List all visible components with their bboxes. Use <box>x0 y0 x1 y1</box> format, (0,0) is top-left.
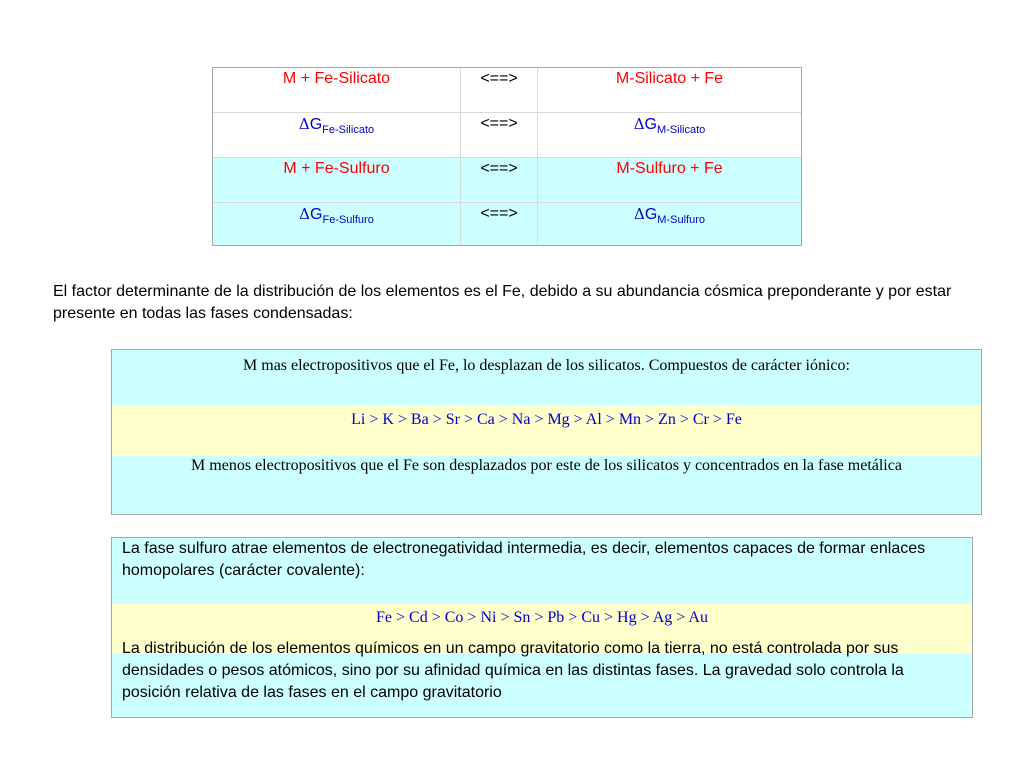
g-symbol: G <box>644 116 657 133</box>
g-symbol: G <box>644 206 658 223</box>
sulfide-phase-description: La fase sulfuro atrae elementos de electronegatividad intermedia, es decir, elementos capaces de formar enlaces homopolares (carácter covalente): <box>112 538 972 604</box>
delta-symbol: Δ <box>634 205 645 223</box>
subscript: Fe-Silicato <box>322 124 375 136</box>
reaction-table <box>212 67 802 246</box>
equilibrium-arrow: <==> <box>461 158 538 202</box>
lithophile-series: Li > K > Ba > Sr > Ca > Na > Mg > Al > Mn > Zn > Cr > Fe <box>112 405 981 456</box>
g-symbol: G <box>309 116 323 133</box>
delta-symbol: Δ <box>298 115 310 133</box>
subscript: M-Sulfuro <box>657 214 705 226</box>
siderophile-description: M menos electropositivos que el Fe son desplazados por este de los silicatos y concentrados en la fase metálica <box>112 456 981 514</box>
reactant-sulfide: M + Fe-Sulfuro <box>213 158 461 202</box>
delta-g-fe-sulfide <box>213 203 461 245</box>
electropositivity-table <box>111 349 982 515</box>
table-row <box>213 68 801 112</box>
table-row <box>213 112 801 157</box>
gravity-description: La distribución de los elementos químicos en un campo gravitatorio como la tierra, no está controlada por sus densidades o pesos atómicos, sino por su afinidad química en las distintas fases. La gravedad solo controla la posición relativa de las fases en el campo gravitatorio <box>122 640 904 701</box>
table-row <box>213 202 801 245</box>
subscript: M-Silicato <box>657 124 706 136</box>
equilibrium-arrow: <==> <box>461 203 538 245</box>
equilibrium-arrow: <==> <box>461 68 538 112</box>
sulfide-phase-table <box>111 537 973 718</box>
equilibrium-arrow: <==> <box>461 113 538 157</box>
table-row <box>213 157 801 202</box>
electropositive-description: M mas electropositivos que el Fe, lo desplazan de los silicatos. Compuestos de carácter iónico: <box>112 350 981 405</box>
delta-symbol: Δ <box>633 115 645 133</box>
delta-symbol: Δ <box>299 205 311 223</box>
subscript: Fe-Sulfuro <box>322 214 374 226</box>
delta-g-m-sulfide <box>538 203 801 245</box>
delta-g-m-silicate <box>538 113 801 157</box>
g-symbol: G <box>310 206 323 223</box>
delta-g-fe-silicate <box>213 113 461 157</box>
chalcophile-series: Fe > Cd > Co > Ni > Sn > Pb > Cu > Hg > Ag > Au <box>112 604 972 654</box>
product-silicate: M-Silicato + Fe <box>615 70 724 87</box>
product-sulfide: M-Sulfuro + Fe <box>616 160 723 177</box>
reactant-silicate: M + Fe-Silicato <box>213 68 461 112</box>
intro-paragraph: El factor determinante de la distribución de los elementos es el Fe, debido a su abundancia cósmica preponderante y por estar presente en todas las fases condensadas: <box>53 283 952 322</box>
